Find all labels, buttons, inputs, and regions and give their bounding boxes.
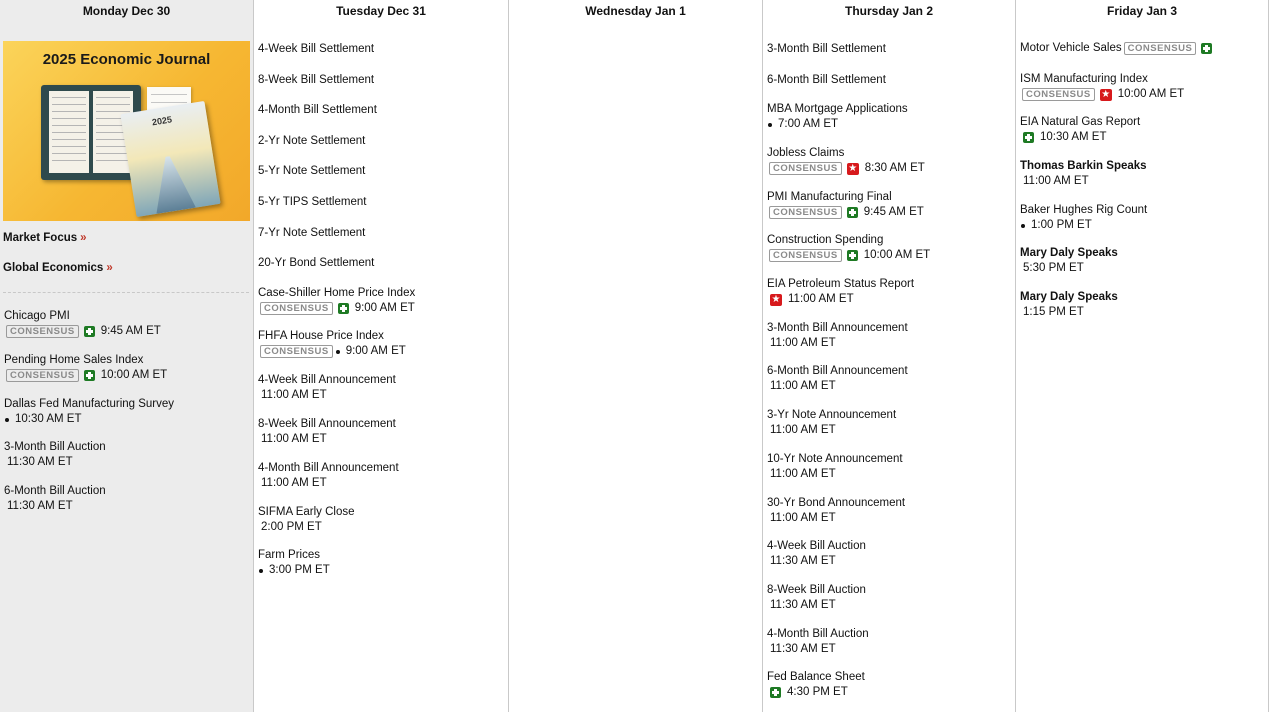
event-name[interactable]: Dallas Fed Manufacturing Survey bbox=[4, 398, 175, 410]
green-plus-icon bbox=[1201, 43, 1212, 54]
event-time: 11:00 AM ET bbox=[788, 293, 854, 305]
calendar-event[interactable] bbox=[258, 256, 504, 271]
event-name[interactable]: Fed Balance Sheet bbox=[767, 671, 865, 683]
consensus-badge[interactable]: CONSENSUS bbox=[6, 325, 79, 338]
event-name[interactable]: 4-Month Bill Announcement bbox=[258, 462, 399, 474]
event-name[interactable]: Baker Hughes Rig Count bbox=[1020, 204, 1148, 216]
calendar-event[interactable] bbox=[767, 73, 1011, 88]
event-name[interactable]: Jobless Claims bbox=[767, 147, 845, 159]
consensus-badge[interactable]: CONSENSUS bbox=[6, 369, 79, 382]
link-arrow-icon: » bbox=[106, 262, 113, 274]
event-name[interactable]: 4-Week Bill Announcement bbox=[258, 374, 396, 386]
event-time: 3:00 PM ET bbox=[269, 564, 330, 576]
event-name[interactable]: EIA Petroleum Status Report bbox=[767, 278, 915, 290]
event-time: 10:30 AM ET bbox=[15, 413, 82, 425]
red-star-icon: ★ bbox=[771, 293, 781, 305]
calendar-event[interactable] bbox=[767, 583, 1011, 613]
event-time: 9:00 AM ET bbox=[354, 302, 415, 314]
day-header: Wednesday Jan 1 bbox=[585, 4, 686, 18]
global-economics-link[interactable] bbox=[3, 262, 113, 274]
calendar-event[interactable] bbox=[258, 461, 504, 491]
consensus-badge[interactable]: CONSENSUS bbox=[1022, 88, 1095, 101]
consensus-badge[interactable]: CONSENSUS bbox=[260, 345, 333, 358]
event-time: 4:30 PM ET bbox=[787, 686, 848, 698]
green-plus-icon bbox=[338, 303, 349, 314]
event-name[interactable]: Chicago PMI bbox=[4, 310, 70, 322]
event-name[interactable]: 3-Month Bill Auction bbox=[4, 441, 106, 453]
calendar-event[interactable] bbox=[767, 408, 1011, 438]
event-time: 10:30 AM ET bbox=[1040, 131, 1107, 143]
event-name[interactable]: 6-Month Bill Announcement bbox=[767, 365, 908, 377]
event-name[interactable]: Pending Home Sales Index bbox=[4, 354, 144, 366]
calendar-event[interactable] bbox=[767, 190, 1011, 220]
calendar-event[interactable] bbox=[258, 42, 504, 57]
event-time: 11:30 AM ET bbox=[7, 500, 73, 512]
calendar-event[interactable] bbox=[767, 146, 1011, 176]
calendar-event[interactable] bbox=[1020, 72, 1264, 102]
green-plus-icon bbox=[847, 207, 858, 218]
red-star-icon: ★ bbox=[848, 162, 858, 174]
event-name[interactable]: 7-Yr Note Settlement bbox=[258, 227, 366, 239]
event-name[interactable]: 6-Month Bill Settlement bbox=[767, 74, 886, 86]
calendar-event[interactable] bbox=[1020, 115, 1264, 145]
event-time: 11:30 AM ET bbox=[7, 456, 73, 468]
event-time: 11:00 AM ET bbox=[770, 424, 836, 436]
market-focus-link[interactable] bbox=[3, 232, 87, 244]
bullet-dot-icon bbox=[5, 418, 9, 422]
event-name[interactable]: 3-Month Bill Announcement bbox=[767, 322, 908, 334]
event-name[interactable]: 6-Month Bill Auction bbox=[4, 485, 106, 497]
calendar-event[interactable] bbox=[258, 505, 504, 535]
calendar-event[interactable] bbox=[767, 42, 1011, 57]
calendar-event[interactable] bbox=[767, 321, 1011, 351]
event-name[interactable]: 4-Month Bill Auction bbox=[767, 628, 869, 640]
calendar-event[interactable] bbox=[1020, 246, 1264, 276]
calendar-event[interactable] bbox=[767, 670, 1011, 700]
calendar-event[interactable] bbox=[767, 496, 1011, 526]
event-name[interactable]: FHFA House Price Index bbox=[258, 330, 384, 342]
day-column-tuesday bbox=[253, 0, 508, 712]
event-name[interactable]: 3-Month Bill Settlement bbox=[767, 43, 886, 55]
day-header: Tuesday Dec 31 bbox=[336, 4, 426, 18]
event-time: 9:45 AM ET bbox=[863, 206, 924, 218]
calendar-event[interactable] bbox=[1020, 159, 1264, 189]
event-name[interactable]: 10-Yr Note Announcement bbox=[767, 453, 903, 465]
calendar-event[interactable] bbox=[4, 440, 249, 470]
calendar-event[interactable] bbox=[258, 417, 504, 447]
event-time: 11:00 AM ET bbox=[770, 337, 836, 349]
market-focus-label: Market Focus bbox=[3, 232, 78, 244]
event-time: 11:00 AM ET bbox=[261, 477, 327, 489]
event-time: 11:30 AM ET bbox=[770, 643, 836, 655]
event-time: 10:00 AM ET bbox=[863, 249, 931, 261]
bullet-dot-icon bbox=[336, 350, 340, 354]
event-name[interactable]: 8-Week Bill Auction bbox=[767, 584, 866, 596]
consensus-badge[interactable]: CONSENSUS bbox=[1124, 42, 1197, 55]
day-header: Monday Dec 30 bbox=[82, 4, 171, 18]
calendar-event[interactable] bbox=[258, 103, 504, 118]
bullet-dot-icon bbox=[768, 123, 772, 127]
event-time: 11:00 AM ET bbox=[770, 512, 836, 524]
event-name[interactable]: SIFMA Early Close bbox=[258, 506, 355, 518]
calendar-event[interactable] bbox=[258, 226, 504, 241]
day-column-monday bbox=[0, 0, 253, 712]
calendar-event[interactable] bbox=[767, 539, 1011, 569]
event-name[interactable]: 5-Yr Note Settlement bbox=[258, 165, 366, 177]
day-column-wednesday bbox=[508, 0, 762, 712]
event-time: 10:00 AM ET bbox=[1117, 88, 1185, 100]
day-header: Friday Jan 3 bbox=[1106, 4, 1178, 18]
calendar-event[interactable] bbox=[1020, 203, 1264, 233]
event-time: 11:30 AM ET bbox=[770, 555, 836, 567]
event-time: 5:30 PM ET bbox=[1023, 262, 1084, 274]
calendar-event[interactable] bbox=[767, 233, 1011, 263]
calendar-event[interactable] bbox=[4, 397, 249, 427]
calendar-event[interactable] bbox=[4, 353, 249, 383]
consensus-badge[interactable]: CONSENSUS bbox=[769, 206, 842, 219]
bullet-dot-icon bbox=[1021, 224, 1025, 228]
calendar-event[interactable] bbox=[258, 548, 504, 578]
divider bbox=[3, 292, 249, 293]
event-name[interactable]: Mary Daly Speaks bbox=[1020, 291, 1118, 303]
consensus-badge[interactable]: CONSENSUS bbox=[769, 249, 842, 262]
event-time: 11:00 AM ET bbox=[770, 468, 836, 480]
event-name[interactable]: 30-Yr Bond Announcement bbox=[767, 497, 906, 509]
red-star-icon: ★ bbox=[1101, 88, 1111, 100]
event-name[interactable]: EIA Natural Gas Report bbox=[1020, 116, 1141, 128]
event-time: 11:30 AM ET bbox=[770, 599, 836, 611]
event-name[interactable]: 8-Week Bill Announcement bbox=[258, 418, 396, 430]
event-time: 10:00 AM ET bbox=[100, 369, 168, 381]
event-time: 9:00 AM ET bbox=[345, 345, 406, 357]
calendar-event[interactable] bbox=[767, 452, 1011, 482]
event-name[interactable]: 3-Yr Note Announcement bbox=[767, 409, 897, 421]
bullet-dot-icon bbox=[259, 569, 263, 573]
event-time: 2:00 PM ET bbox=[261, 521, 322, 533]
event-name[interactable]: 8-Week Bill Settlement bbox=[258, 74, 375, 86]
calendar-event[interactable] bbox=[258, 73, 504, 88]
event-name[interactable]: Thomas Barkin Speaks bbox=[1020, 160, 1147, 172]
event-name[interactable]: MBA Mortgage Applications bbox=[767, 103, 908, 115]
event-time: 11:00 AM ET bbox=[261, 389, 327, 401]
calendar-event[interactable] bbox=[767, 277, 1011, 307]
day-column-friday bbox=[1015, 0, 1269, 712]
calendar-event[interactable] bbox=[1020, 41, 1264, 56]
calendar-event[interactable] bbox=[767, 627, 1011, 657]
event-time: 11:00 AM ET bbox=[261, 433, 327, 445]
event-name[interactable]: Mary Daly Speaks bbox=[1020, 247, 1118, 259]
event-time: 7:00 AM ET bbox=[778, 118, 839, 130]
event-name[interactable]: 4-Month Bill Settlement bbox=[258, 104, 377, 116]
consensus-badge[interactable]: CONSENSUS bbox=[260, 302, 333, 315]
event-name[interactable]: 2-Yr Note Settlement bbox=[258, 135, 366, 147]
global-economics-label: Global Economics bbox=[3, 262, 104, 274]
day-column-thursday bbox=[762, 0, 1015, 712]
calendar-event[interactable] bbox=[4, 309, 249, 339]
green-plus-icon bbox=[770, 687, 781, 698]
consensus-badge[interactable]: CONSENSUS bbox=[769, 162, 842, 175]
calendar-event[interactable] bbox=[258, 286, 504, 316]
event-name[interactable]: ISM Manufacturing Index bbox=[1020, 73, 1148, 85]
event-name[interactable]: Farm Prices bbox=[258, 549, 320, 561]
event-time: 11:00 AM ET bbox=[1023, 175, 1089, 187]
event-name[interactable]: 20-Yr Bond Settlement bbox=[258, 257, 375, 269]
calendar-event[interactable] bbox=[258, 373, 504, 403]
event-name[interactable]: 5-Yr TIPS Settlement bbox=[258, 196, 367, 208]
calendar-event[interactable] bbox=[258, 134, 504, 149]
green-plus-icon bbox=[84, 326, 95, 337]
green-plus-icon bbox=[84, 370, 95, 381]
event-name[interactable]: Case-Shiller Home Price Index bbox=[258, 287, 416, 299]
calendar-event[interactable] bbox=[258, 329, 504, 359]
event-time: 11:00 AM ET bbox=[770, 380, 836, 392]
economic-journal-promo[interactable] bbox=[3, 41, 250, 221]
green-plus-icon bbox=[1023, 132, 1034, 143]
calendar-event[interactable] bbox=[4, 484, 249, 514]
cover-year: 2025 bbox=[151, 114, 173, 128]
event-name[interactable]: 4-Week Bill Auction bbox=[767, 540, 866, 552]
calendar-event[interactable] bbox=[258, 164, 504, 179]
green-plus-icon bbox=[847, 250, 858, 261]
event-time: 8:30 AM ET bbox=[864, 162, 925, 174]
event-name[interactable]: Motor Vehicle Sales bbox=[1020, 42, 1122, 54]
day-header: Thursday Jan 2 bbox=[844, 4, 934, 18]
link-arrow-icon: » bbox=[80, 232, 87, 244]
calendar-event[interactable] bbox=[767, 102, 1011, 132]
event-time: 1:15 PM ET bbox=[1023, 306, 1084, 318]
event-time: 9:45 AM ET bbox=[100, 325, 161, 337]
calendar-event[interactable] bbox=[1020, 290, 1264, 320]
journal-cover-image bbox=[120, 101, 220, 217]
event-name[interactable]: 4-Week Bill Settlement bbox=[258, 43, 375, 55]
promo-title: 2025 Economic Journal bbox=[42, 51, 211, 68]
event-time: 1:00 PM ET bbox=[1031, 219, 1092, 231]
calendar-event[interactable] bbox=[767, 364, 1011, 394]
event-name[interactable]: PMI Manufacturing Final bbox=[767, 191, 892, 203]
event-name[interactable]: Construction Spending bbox=[767, 234, 884, 246]
calendar-event[interactable] bbox=[258, 195, 504, 210]
